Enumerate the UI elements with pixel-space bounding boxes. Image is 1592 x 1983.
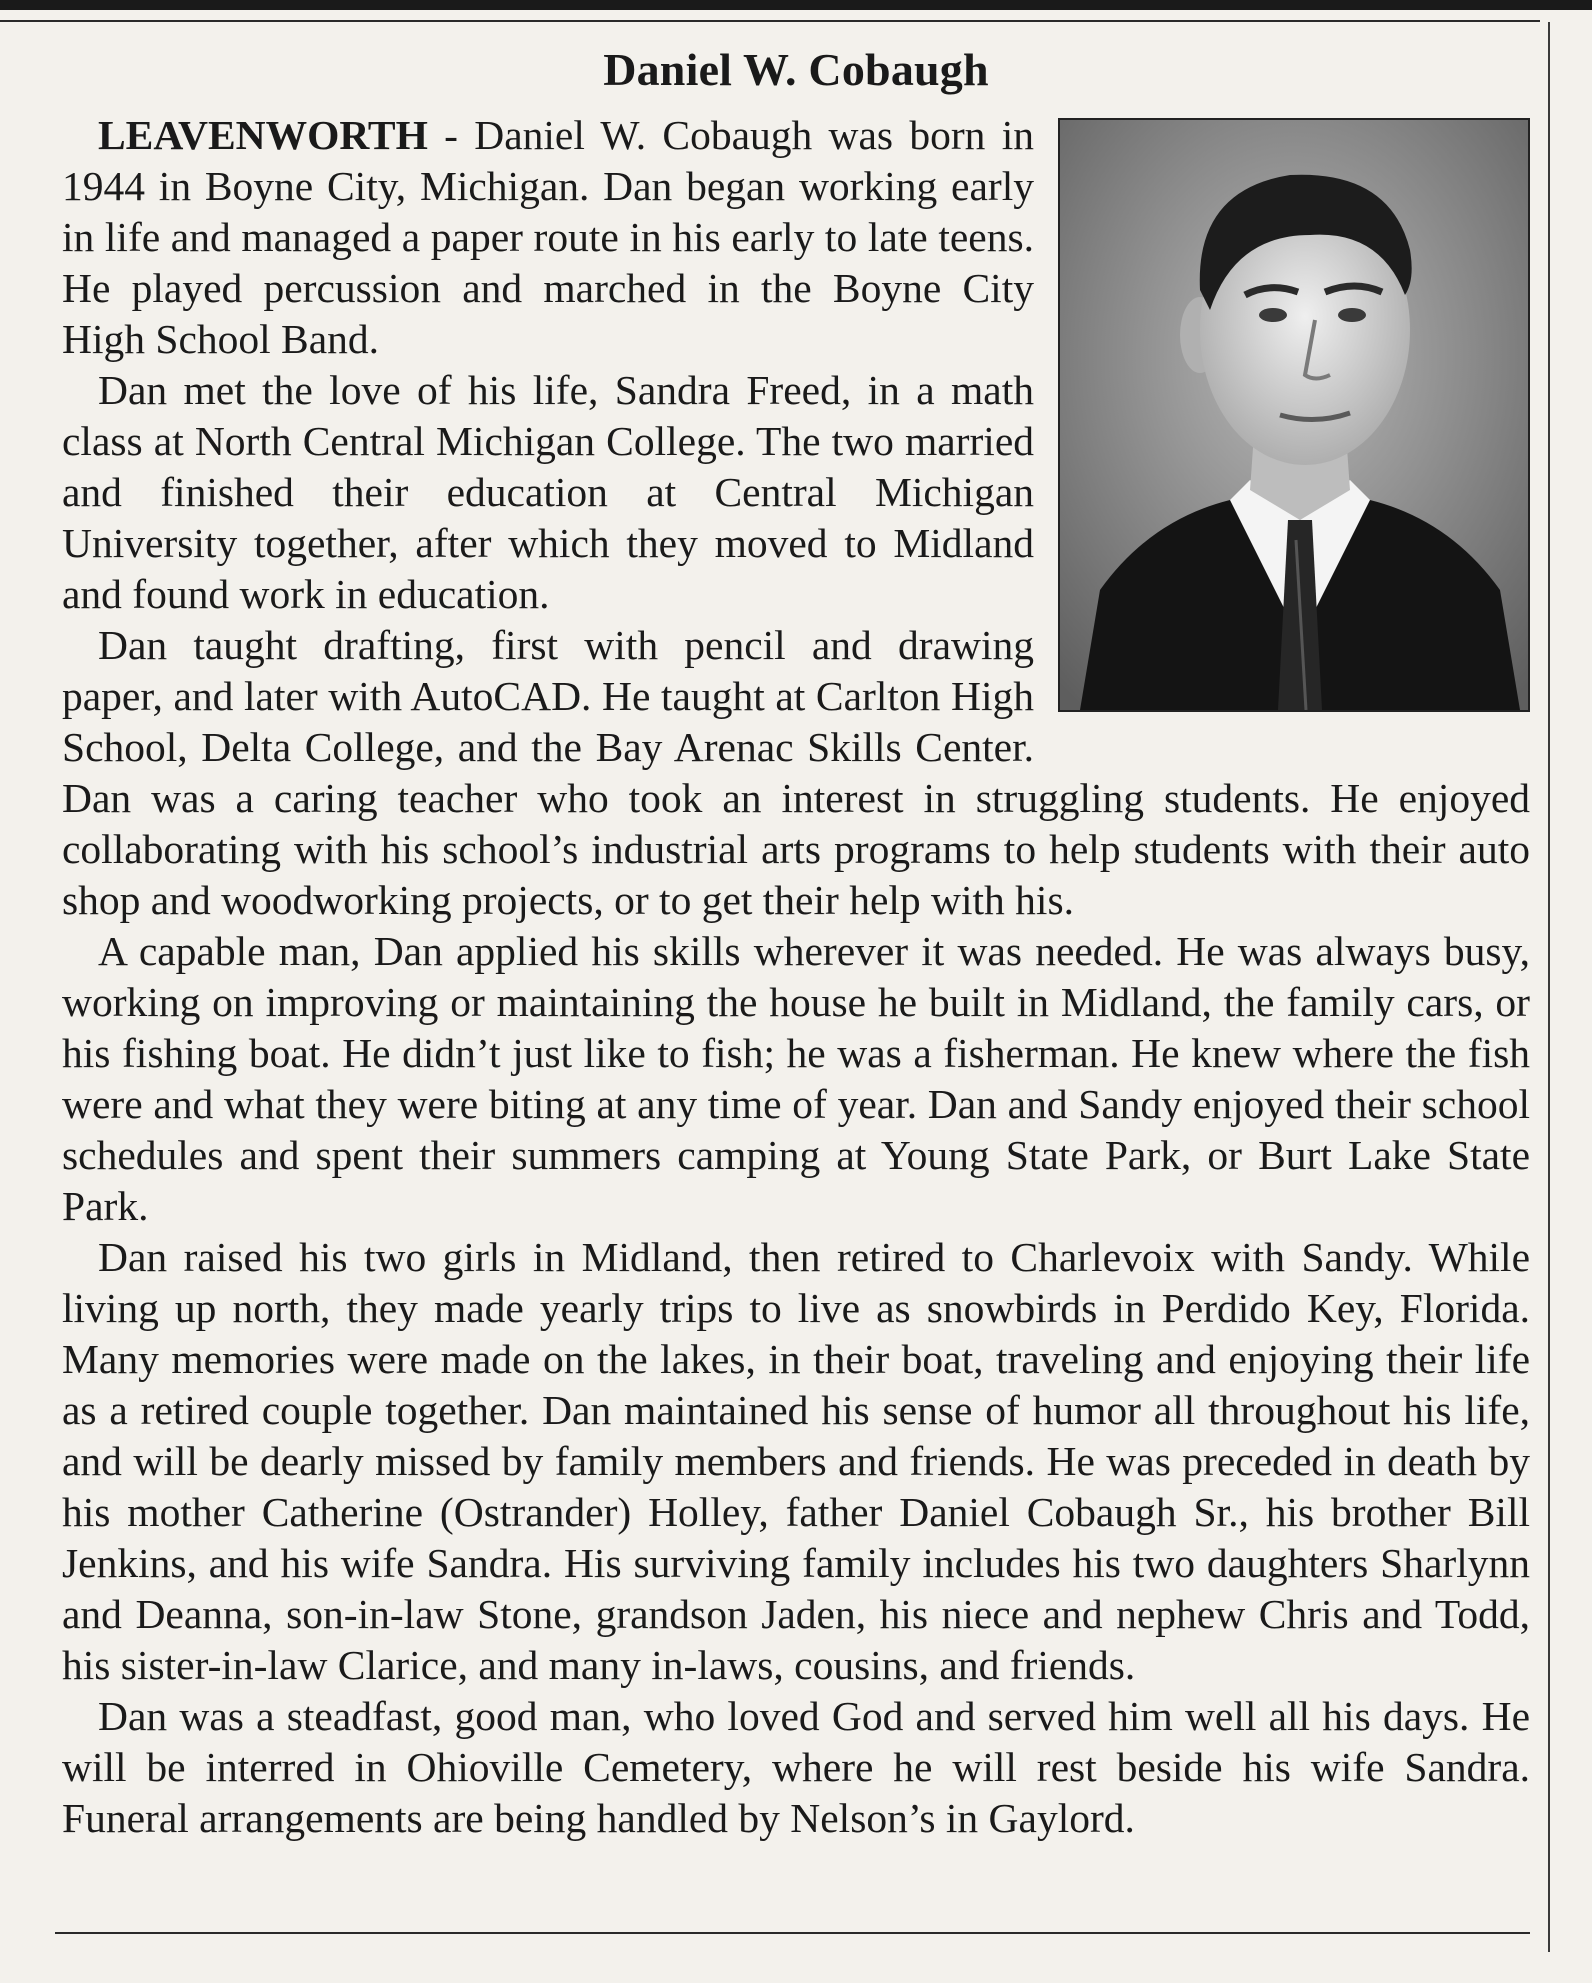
headline: Daniel W. Cobaugh	[603, 44, 989, 95]
portrait-photo-icon	[1060, 120, 1528, 710]
bottom-rule	[55, 1932, 1530, 1934]
top-rule	[0, 0, 1592, 10]
top-rule-secondary	[0, 20, 1540, 22]
paragraph-4: A capable man, Dan applied his skills wherever it was needed. He was always busy, working on improving or maintaining the house he built in Midland, the family cars, or his fishing boat. He didn’t just like to fish; he was a fisherman. He knew where the fish were and what they were biting at any time of year. Dan and Sandy enjoyed their school schedules and spent their summers camping at Young State Park, or Burt Lake State Park.	[62, 928, 1530, 1229]
paragraph-2: Dan met the love of his life, Sandra Freed, in a math class at North Central Michigan College. The two married and finished their education at Central Michigan University together, after which they moved to Midland and found work in education.	[62, 367, 1034, 617]
paragraph-6: Dan was a steadfast, good man, who loved God and served him well all his days. He will be interred in Ohioville Cemetery, where he will rest beside his wife Sandra. Funeral arrangements are being handled by Nelson’s in Gaylord.	[62, 1693, 1530, 1841]
article-body	[62, 110, 1530, 1844]
portrait-photo	[1058, 118, 1530, 712]
column-rule	[1548, 22, 1550, 1952]
dateline: LEAVENWORTH	[98, 112, 428, 158]
dateline-separator: -	[427, 112, 475, 158]
paragraph-5: Dan raised his two girls in Midland, then retired to Charlevoix with Sandy. While living up north, they made yearly trips to live as snowbirds in Perdido Key, Florida. Many memories were made on the lakes, in their boat, traveling and enjoying their life as a retired couple together. Dan maintained his sense of humor all throughout his life, and will be dearly missed by family members and friends. He was preceded in death by his mother Catherine (Ostrander) Holley, father Daniel Cobaugh Sr., his brother Bill Jenkins, and his wife Sandra. His surviving family includes his two daughters Sharlynn and Deanna, son-in-law Stone, grandson Jaden, his niece and nephew Chris and Todd, his sister-in-law Clarice, and many in-laws, cousins, and friends.	[62, 1234, 1530, 1688]
obituary-article	[62, 40, 1530, 1844]
paragraph-3: Dan taught drafting, first with pencil and drawing paper, and later with AutoCAD. He taught at Carlton High School, Delta College, and the Bay Arenac Skills Center. Dan was a caring teacher who took an interest in struggling students. He enjoyed collaborating with his school’s industrial arts programs to help students with their auto shop and woodworking projects, or to get their help with his.	[62, 622, 1530, 923]
paragraph-1-text: Daniel W. Cobaugh was born in 1944 in Boyne City, Michigan. Dan began working early in life and managed a paper route in his early to late teens. He played percussion and marched in the Boyne City High School Band.	[62, 112, 1034, 362]
